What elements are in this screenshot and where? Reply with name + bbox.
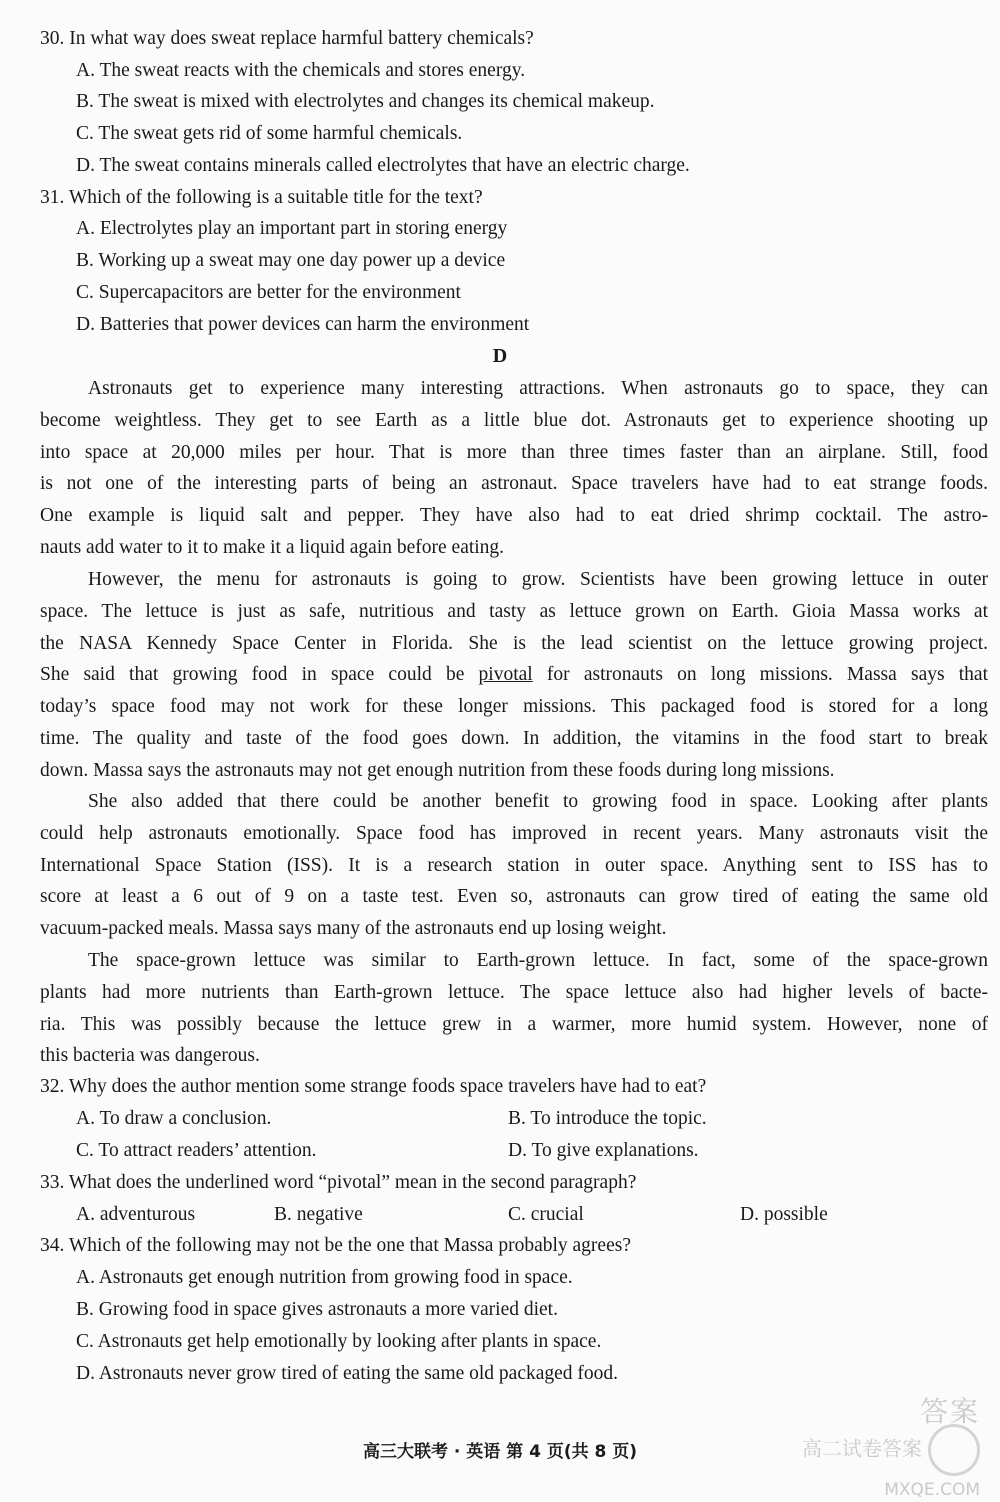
underlined-word-pivotal: pivotal [478,664,533,686]
q33-option-c: C. crucial [508,1204,584,1225]
passage-paragraph-3 [40,786,988,945]
q33-option-d: D. possible [740,1204,828,1225]
paragraph-segment: for astronauts on long missions. Massa says that [532,664,988,686]
paragraph-line: the NASA Kennedy Space Center in Florida. She is the lead scientist on the lettuce growing project. [40,632,988,654]
paragraph-line: ria. This was possibly because the lettuce grew in a warmer, more humid system. However, none of [40,1013,988,1035]
q30-option-d: D. The sweat contains minerals called electrolytes that have an electric charge. [76,155,690,176]
watermark-url: MXQE.COM [884,1480,980,1500]
q30-option-c: C. The sweat gets rid of some harmful chemicals. [76,123,463,144]
q34-option-a: A. Astronauts get enough nutrition from growing food in space. [76,1267,573,1288]
paragraph-line: this bacteria was dangerous. [40,1045,260,1067]
paragraph-line: space. The lettuce is just as safe, nutritious and tasty as lettuce grown on Earth. Gioia Massa works at [40,600,988,622]
q33-stem: 33. What does the underlined word “pivotal” mean in the second paragraph? [40,1172,637,1193]
q31-option-b: B. Working up a sweat may one day power up a device [76,250,506,271]
paragraph-line: vacuum-packed meals. Massa says many of the astronauts end up losing weight. [40,918,667,939]
section-title: D [492,345,508,367]
paragraph-line: nauts add water to it to make it a liquid again before eating. [40,536,505,558]
paragraph-line: is not one of the interesting parts of being an astronaut. Space travelers have had to eat strange foods. [40,473,988,495]
paragraph-line: could help astronauts emotionally. Space food has improved in recent years. Many astronauts visit the [40,822,988,844]
paragraph-line: International Space Station (ISS). It is a research station in outer space. Anything sent to ISS has to [40,854,988,876]
paragraph-line: However, the menu for astronauts is going to grow. Scientists have been growing lettuce in outer [88,569,988,590]
page-footer: 高三大联考 · 英语 第 4 页(共 8 页) [362,1442,638,1462]
q32-option-d: D. To give explanations. [508,1140,699,1161]
paragraph-line: One example is liquid salt and pepper. They have also had to eat dried shrimp cocktail. The astro- [40,505,988,526]
paragraph-line: become weightless. They get to see Earth as a little blue dot. Astronauts get to experience shooting up [40,409,988,431]
q33-option-b: B. negative [274,1204,363,1225]
q30-stem: 30. In what way does sweat replace harmful battery chemicals? [40,28,534,49]
paragraph-line: down. Massa says the astronauts may not get enough nutrition from these foods during long missions. [40,759,835,781]
q33-option-a: A. adventurous [76,1204,196,1225]
passage-paragraph-2 [40,564,988,786]
paragraph-line: Astronauts get to experience many interesting attractions. When astronauts go to space, they can [88,378,988,399]
paragraph-line: today’s space food may not work for these longer missions. This packaged food is stored for a long [40,696,988,717]
paragraph-line: into space at 20,000 miles per hour. That is more than three times faster than an airplane. Still, food [40,441,988,463]
passage-paragraph-1 [40,373,988,564]
paragraph-line: score at least a 6 out of 9 on a taste test. Even so, astronauts can grow tired of eating the same old [40,886,988,908]
q31-option-a: A. Electrolytes play an important part in storing energy [76,218,508,239]
paragraph-line: plants had more nutrients than Earth-grown lettuce. The space lettuce also had higher levels of bacte- [40,981,988,1003]
q34-option-d: D. Astronauts never grow tired of eating the same old packaged food. [76,1363,619,1384]
paragraph-line: time. The quality and taste of the food goes down. In addition, the vitamins in the food start to break [40,727,988,749]
watermark-text: 高二试卷答案 [802,1436,922,1461]
q32-option-c: C. To attract readers’ attention. [76,1140,317,1161]
q32-option-b: B. To introduce the topic. [508,1108,707,1129]
paragraph-line [40,659,988,691]
q31-option-c: C. Supercapacitors are better for the environment [76,282,461,303]
paragraph-line: She also added that there could be another benefit to growing food in space. Looking after plants [88,791,988,812]
paragraph-line: The space-grown lettuce was similar to Earth-grown lettuce. In fact, some of the space-grown [88,950,988,971]
passage-paragraph-4 [40,945,988,1072]
q30-option-a: A. The sweat reacts with the chemicals and stores energy. [76,60,526,81]
q31-option-d: D. Batteries that power devices can harm the environment [76,314,530,335]
q32-stem: 32. Why does the author mention some strange foods space travelers have had to eat? [40,1076,707,1097]
watermark-title: 答案 [919,1395,980,1428]
q30-option-b: B. The sweat is mixed with electrolytes and changes its chemical makeup. [76,91,655,112]
q34-option-b: B. Growing food in space gives astronauts a more varied diet. [76,1299,558,1320]
paragraph-segment: She said that growing food in space could be [40,664,479,686]
q34-option-c: C. Astronauts get help emotionally by looking after plants in space. [76,1331,602,1352]
q32-option-a: A. To draw a conclusion. [76,1108,272,1129]
q31-stem: 31. Which of the following is a suitable title for the text? [40,187,483,208]
q34-stem: 34. Which of the following may not be the one that Massa probably agrees? [40,1235,631,1256]
